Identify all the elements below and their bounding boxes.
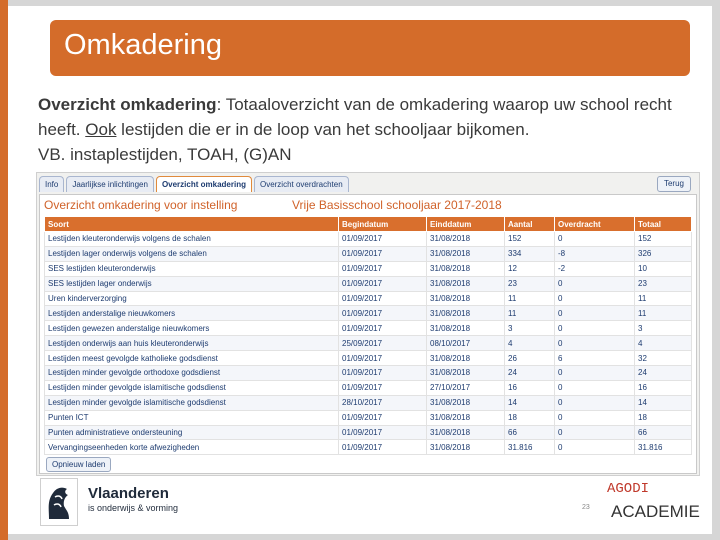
- table-cell: 0: [555, 380, 635, 395]
- desc-text-2: lestijden die er in de loop van het schooljaar bijkomen.: [116, 120, 530, 139]
- table-cell: 31/08/2018: [427, 291, 505, 306]
- table-cell: 66: [505, 425, 555, 440]
- table-cell: 01/09/2017: [339, 440, 427, 455]
- table-cell: 24: [635, 366, 692, 381]
- table-cell: Lestijden anderstalige nieuwkomers: [45, 306, 339, 321]
- vlaanderen-lion-icon: [41, 479, 77, 525]
- vlaanderen-name: Vlaanderen: [88, 485, 169, 502]
- table-cell: 152: [505, 232, 555, 247]
- table-body: [45, 232, 692, 455]
- column-header[interactable]: Aantal: [505, 217, 555, 232]
- table-cell: 08/10/2017: [427, 336, 505, 351]
- table-cell: 16: [635, 380, 692, 395]
- column-header[interactable]: Overdracht: [555, 217, 635, 232]
- omkadering-panel: [39, 194, 697, 474]
- table-cell: Lestijden kleuteronderwijs volgens de schalen: [45, 232, 339, 247]
- table-cell: 31/08/2018: [427, 261, 505, 276]
- column-header[interactable]: Einddatum: [427, 217, 505, 232]
- tab-jaarlijkse-inlichtingen[interactable]: Jaarlijkse inlichtingen: [66, 176, 154, 192]
- table-cell: 31/08/2018: [427, 351, 505, 366]
- table-cell: Punten ICT: [45, 410, 339, 425]
- back-button[interactable]: Terug: [657, 176, 691, 192]
- table-row: [45, 321, 692, 336]
- table-cell: Vervangingseenheden korte afwezigheden: [45, 440, 339, 455]
- table-row: [45, 306, 692, 321]
- table-row: [45, 276, 692, 291]
- table-cell: Lestijden minder gevolgde islamitische godsdienst: [45, 395, 339, 410]
- table-cell: 31.816: [505, 440, 555, 455]
- desc-text-1: : Totaaloverzicht van de omkadering waarop uw school recht heeft.: [38, 95, 672, 139]
- table-row: [45, 410, 692, 425]
- table-cell: 0: [555, 366, 635, 381]
- table-cell: 0: [555, 232, 635, 247]
- table-cell: 0: [555, 276, 635, 291]
- table-cell: Lestijden minder gevolgde islamitische godsdienst: [45, 380, 339, 395]
- column-header[interactable]: Begindatum: [339, 217, 427, 232]
- table-cell: 3: [505, 321, 555, 336]
- panel-school: Vrije Basisschool schooljaar 2017-2018: [292, 198, 502, 212]
- table-cell: 27/10/2017: [427, 380, 505, 395]
- table-cell: 4: [505, 336, 555, 351]
- table-cell: 11: [635, 291, 692, 306]
- table-cell: 0: [555, 321, 635, 336]
- table-cell: SES lestijden kleuteronderwijs: [45, 261, 339, 276]
- table-cell: 01/09/2017: [339, 291, 427, 306]
- panel-title: Overzicht omkadering voor instelling: [44, 198, 238, 212]
- title-banner: [50, 20, 690, 76]
- tab-info[interactable]: Info: [39, 176, 64, 192]
- table-row: [45, 380, 692, 395]
- table-cell: Lestijden onderwijs aan huis kleuteronderwijs: [45, 336, 339, 351]
- table-cell: SES lestijden lager onderwijs: [45, 276, 339, 291]
- table-cell: 152: [635, 232, 692, 247]
- page-number: 23: [582, 504, 590, 511]
- table-cell: 01/09/2017: [339, 425, 427, 440]
- table-cell: 0: [555, 336, 635, 351]
- table-cell: 12: [505, 261, 555, 276]
- table-row: [45, 366, 692, 381]
- table-cell: -2: [555, 261, 635, 276]
- column-header[interactable]: Totaal: [635, 217, 692, 232]
- table-row: [45, 246, 692, 261]
- slide-title: Omkadering: [64, 29, 222, 61]
- table-cell: 32: [635, 351, 692, 366]
- table-cell: Lestijden meest gevolgde katholieke godsdienst: [45, 351, 339, 366]
- app-screenshot: [36, 172, 700, 476]
- table-cell: Lestijden minder gevolgde orthodoxe godsdienst: [45, 366, 339, 381]
- table-cell: 01/09/2017: [339, 232, 427, 247]
- table-cell: Uren kinderverzorging: [45, 291, 339, 306]
- table-cell: 0: [555, 395, 635, 410]
- table-cell: 31/08/2018: [427, 321, 505, 336]
- tab-overzicht-omkadering[interactable]: Overzicht omkadering: [156, 176, 252, 192]
- agodi-logo-bottom: ACADEMIE: [611, 502, 700, 521]
- table-cell: 31/08/2018: [427, 246, 505, 261]
- table-row: [45, 351, 692, 366]
- table-cell: 16: [505, 380, 555, 395]
- table-cell: 31/08/2018: [427, 425, 505, 440]
- omkadering-table: [44, 216, 692, 455]
- table-row: [45, 291, 692, 306]
- vlaanderen-logo: [40, 478, 78, 526]
- vlaanderen-subtitle: is onderwijs & vorming: [88, 503, 179, 513]
- table-cell: 28/10/2017: [339, 395, 427, 410]
- table-cell: 326: [635, 246, 692, 261]
- table-row: [45, 336, 692, 351]
- table-cell: 31/08/2018: [427, 276, 505, 291]
- table-cell: 6: [555, 351, 635, 366]
- table-cell: 4: [635, 336, 692, 351]
- table-cell: 10: [635, 261, 692, 276]
- table-row: [45, 395, 692, 410]
- desc-strong: Overzicht omkadering: [38, 95, 217, 114]
- table-cell: 23: [505, 276, 555, 291]
- table-cell: 01/09/2017: [339, 380, 427, 395]
- table-cell: 0: [555, 410, 635, 425]
- table-cell: 3: [635, 321, 692, 336]
- table-cell: 18: [635, 410, 692, 425]
- table-cell: 01/09/2017: [339, 366, 427, 381]
- table-cell: 26: [505, 351, 555, 366]
- table-row: [45, 425, 692, 440]
- column-header[interactable]: Soort: [45, 217, 339, 232]
- table-cell: Lestijden lager onderwijs volgens de schalen: [45, 246, 339, 261]
- table-cell: 0: [555, 291, 635, 306]
- table-row: [45, 232, 692, 247]
- table-cell: 01/09/2017: [339, 321, 427, 336]
- tab-bar: [39, 176, 351, 194]
- table-cell: 31/08/2018: [427, 306, 505, 321]
- desc-underlined: Ook: [85, 120, 117, 139]
- table-cell: 01/09/2017: [339, 410, 427, 425]
- accent-bar: [0, 0, 8, 540]
- table-cell: 01/09/2017: [339, 276, 427, 291]
- table-cell: 31/08/2018: [427, 440, 505, 455]
- table-cell: 01/09/2017: [339, 246, 427, 261]
- table-cell: 24: [505, 366, 555, 381]
- tab-overzicht-overdrachten[interactable]: Overzicht overdrachten: [254, 176, 349, 192]
- table-cell: 31/08/2018: [427, 395, 505, 410]
- reload-button[interactable]: Opnieuw laden: [46, 457, 111, 472]
- table-cell: 01/09/2017: [339, 351, 427, 366]
- table-cell: 0: [555, 440, 635, 455]
- table-cell: 11: [505, 306, 555, 321]
- table-header-row: [45, 217, 692, 232]
- table-cell: 18: [505, 410, 555, 425]
- desc-examples: VB. instaplestijden, TOAH, (G)AN: [38, 145, 292, 164]
- table-cell: Lestijden gewezen anderstalige nieuwkomers: [45, 321, 339, 336]
- table-cell: Punten administratieve ondersteuning: [45, 425, 339, 440]
- table-cell: 01/09/2017: [339, 261, 427, 276]
- table-cell: 31/08/2018: [427, 366, 505, 381]
- table-cell: 0: [555, 306, 635, 321]
- table-row: [45, 440, 692, 455]
- table-cell: 31/08/2018: [427, 232, 505, 247]
- table-cell: 23: [635, 276, 692, 291]
- table-cell: 31/08/2018: [427, 410, 505, 425]
- table-cell: 14: [505, 395, 555, 410]
- table-cell: 11: [505, 291, 555, 306]
- table-cell: 334: [505, 246, 555, 261]
- table-cell: 25/09/2017: [339, 336, 427, 351]
- table-row: [45, 261, 692, 276]
- table-cell: 14: [635, 395, 692, 410]
- table-cell: 31.816: [635, 440, 692, 455]
- table-cell: 01/09/2017: [339, 306, 427, 321]
- table-cell: 11: [635, 306, 692, 321]
- table-cell: 0: [555, 425, 635, 440]
- slide-description: [38, 92, 688, 167]
- table-cell: 66: [635, 425, 692, 440]
- table-cell: -8: [555, 246, 635, 261]
- agodi-logo-top: AGODI: [607, 481, 650, 497]
